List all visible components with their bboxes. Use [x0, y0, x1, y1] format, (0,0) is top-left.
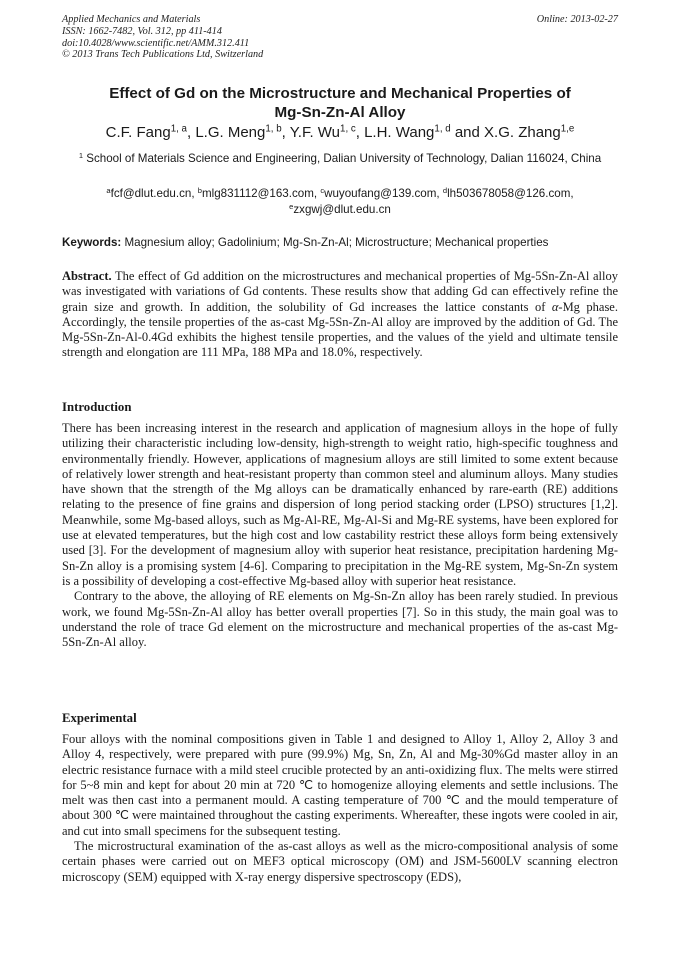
journal-header — [62, 14, 618, 61]
author-list — [62, 124, 618, 142]
email-list: $^a$fcf@dlut.edu.cn, $^b$mlg831112@163.com, $^c$wuyoufang@139.com, $^d$lh503678058@126.com, $^e$zxgwj@dlut.edu.cn — [106, 185, 574, 216]
paragraph: Four alloys with the nominal compositions given in Table 1 and designed to Alloy 1, Alloy 2, Alloy 3 and Alloy 4, respectively, were prepared with pure (99.9%) Mg, Sn, Zn, Al and Mg-30%Gd master alloy in an electric resistance furnace with a mild steel crucible protected by an anti-oxidizing flux. The melts were stirred for 5~8 min and kept for about 20 min at 720 ℃ to homogenize alloying elements and settle inclusions. The melt was then cast into a permanent mould. A casting temperature of 700 ℃ and the mould temperature of about 300 ℃ were maintained throughout the casting experiments. Whereafter, these ingots were cooled in air, and cut into small specimens for the subsequent testing. — [62, 732, 618, 838]
author: Y.F. Wu$^{1, c}$, — [289, 123, 365, 141]
email-address[interactable]: $^d$lh503678058@126.com — [442, 185, 571, 200]
journal-name: Applied Mechanics and Materials — [62, 14, 201, 25]
title-line-1: Effect of Gd on the Microstructure and Mechanical Properties of — [109, 85, 571, 102]
email-address[interactable]: $^c$wuyoufang@139.com — [320, 185, 437, 200]
affiliation: $^1$ School of Materials Science and Engineering, Dalian University of Technology, Dalian 116024, China — [78, 150, 602, 165]
author: L.G. Meng$^{1, b}$, — [195, 123, 290, 141]
introduction-body — [62, 421, 618, 650]
email-address[interactable]: $^a$fcf@dlut.edu.cn — [106, 185, 192, 200]
doi-line: doi:10.4028/www.scientific.net/AMM.312.411 — [62, 37, 250, 49]
paragraph: There has been increasing interest in the research and application of magnesium alloys in the hope of fully utilizing their characteristic including low-density, high-strength to weight ratio, high-specific toughness and environmentally friendly. However, applications of magnesium alloys are still limited to some extent because of relatively lower strength and heat-resistant property than common steel and aluminum alloys. Many studies have shown that the strength of the Mg alloys can be dramatically enhanced by rare-earth (RE) additions relating to the presence of fine grains and dispersion of long period stacking order (LPSO) structures [1,2]. Meanwhile, some Mg-based alloys, such as Mg-Al-RE, Mg-Al-Si and Mg-RE systems, have been explored for use at elevated temperatures, but the high cost and low castability restrict these alloys form being extensively used [3]. For the development of magnesium alloy with superior heat resistance, precipitation hardening Mg-Sn-Zn alloy is a promising system [4-6]. Comparing to precipitation in the Mg-RE system, Mg-Sn-Zn system is a possibility of developing a cost-effective Mg-based alloy with superior heat resistance. — [62, 421, 618, 588]
keywords-label: Keywords: — [62, 236, 122, 249]
online-date: Online: 2013-02-27 — [536, 14, 618, 25]
email-address[interactable]: $^e$zxgwj@dlut.edu.cn — [289, 201, 391, 216]
keywords-text: Magnesium alloy; Gadolinium; Mg-Sn-Zn-Al; Microstructure; Mechanical properties — [121, 236, 549, 249]
keywords — [62, 236, 618, 250]
abstract: Abstract. The effect of Gd addition on the microstructures and mechanical properties of Mg-5Sn-Zn-Al alloy was investigated with variations of Gd contents. These results show that adding Gd can effectively refine the grain size and growth. In addition, the solubility of Gd increases the lattice constants of α-Mg phase. Accordingly, the tensile properties of the as-cast Mg-5Sn-Zn-Al alloy are improved by the addition of Gd. The Mg-5Sn-Zn-Al-0.4Gd exhibits the highest tensile properties, and the values of the yield and ultimate tensile strength and elongation are 111 MPa, 188 MPa and 18.0%, respectively. — [62, 269, 618, 360]
title-line-2: Mg-Sn-Zn-Al Alloy — [274, 104, 406, 121]
author: C.F. Fang$^{1, a}$, — [105, 123, 196, 141]
author: X.G. Zhang$^{1,e}$ — [484, 123, 575, 141]
paragraph: Contrary to the above, the alloying of RE elements on Mg-Sn-Zn alloy has been rarely studied. In previous work, we found Mg-5Sn-Zn-Al alloy has better overall properties [7]. So in this study, the main goal was to understand the role of trace Gd element on the microstructure and mechanical properties of the as-cast Mg-5Sn-Zn-Al alloy. — [62, 589, 618, 650]
introduction-heading: Introduction — [62, 400, 132, 414]
author: L.H. Wang$^{1, d}$ and — [364, 123, 485, 141]
paragraph: The microstructural examination of the as-cast alloys as well as the micro-compositional analysis of some certain phases were carried out on MEF3 optical microscopy (OM) and JSM-5600LV scanning electron microscopy (SEM) equipped with X-ray energy dispersive spectroscopy (EDS), — [62, 839, 618, 884]
experimental-body — [62, 732, 618, 885]
copyright-line: © 2013 Trans Tech Publications Ltd, Switzerland — [62, 49, 264, 61]
issn-line: ISSN: 1662-7482, Vol. 312, pp 411-414 — [62, 25, 222, 37]
experimental-heading: Experimental — [62, 711, 137, 725]
abstract-label: Abstract. — [62, 269, 112, 283]
email-address[interactable]: $^b$mlg831112@163.com — [197, 185, 314, 200]
paper-title — [62, 84, 618, 122]
